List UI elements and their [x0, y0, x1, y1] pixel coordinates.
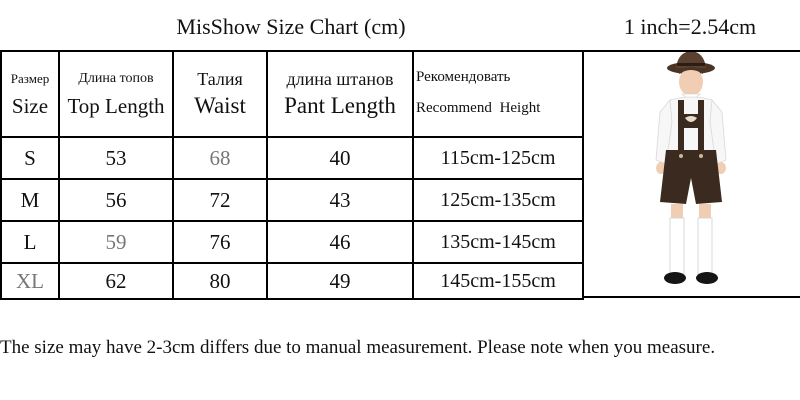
- cell-pant-length: 46: [267, 221, 413, 263]
- cell-top-length: 56: [59, 179, 173, 221]
- header-row: [1, 51, 583, 137]
- unit-conversion: 1 inch=2.54cm: [623, 14, 757, 39]
- cell-top-length: 62: [59, 263, 173, 299]
- cell-waist: 76: [173, 221, 267, 263]
- header-recommend-height: Рекомендовать Recommend Height: [413, 51, 583, 137]
- cell-waist: 72: [173, 179, 267, 221]
- chart-title: MisShow Size Chart (cm): [176, 14, 406, 39]
- header-top-length: Длина топов Top Length: [59, 51, 173, 137]
- cell-recommend-height: 125cm-135cm: [413, 179, 583, 221]
- size-table: [0, 50, 584, 300]
- table-row: [1, 179, 583, 221]
- table-row: [1, 221, 583, 263]
- cell-recommend-height: 115cm-125cm: [413, 137, 583, 179]
- header-pant-length: длина штанов Pant Length: [267, 51, 413, 137]
- cell-top-length: 53: [59, 137, 173, 179]
- cell-waist: 68: [173, 137, 267, 179]
- cell-recommend-height: 145cm-155cm: [413, 263, 583, 299]
- header-waist: Талия Waist: [173, 51, 267, 137]
- cell-size: L: [1, 221, 59, 263]
- cell-waist: 80: [173, 263, 267, 299]
- cell-pant-length: 49: [267, 263, 413, 299]
- cell-pant-length: 40: [267, 137, 413, 179]
- cell-top-length: 59: [59, 221, 173, 263]
- table-row: [1, 263, 583, 299]
- cell-recommend-height: 135cm-145cm: [413, 221, 583, 263]
- cell-pant-length: 43: [267, 179, 413, 221]
- measurement-note: The size may have 2-3cm differs due to manual measurement. Please note when you measure.: [0, 337, 716, 358]
- lederhosen-costume-figure: [582, 52, 800, 296]
- product-photo: [582, 50, 800, 298]
- header-size: Размер Size: [1, 51, 59, 137]
- cell-size: M: [1, 179, 59, 221]
- table-row: [1, 137, 583, 179]
- cell-size: XL: [1, 263, 59, 299]
- cell-size: S: [1, 137, 59, 179]
